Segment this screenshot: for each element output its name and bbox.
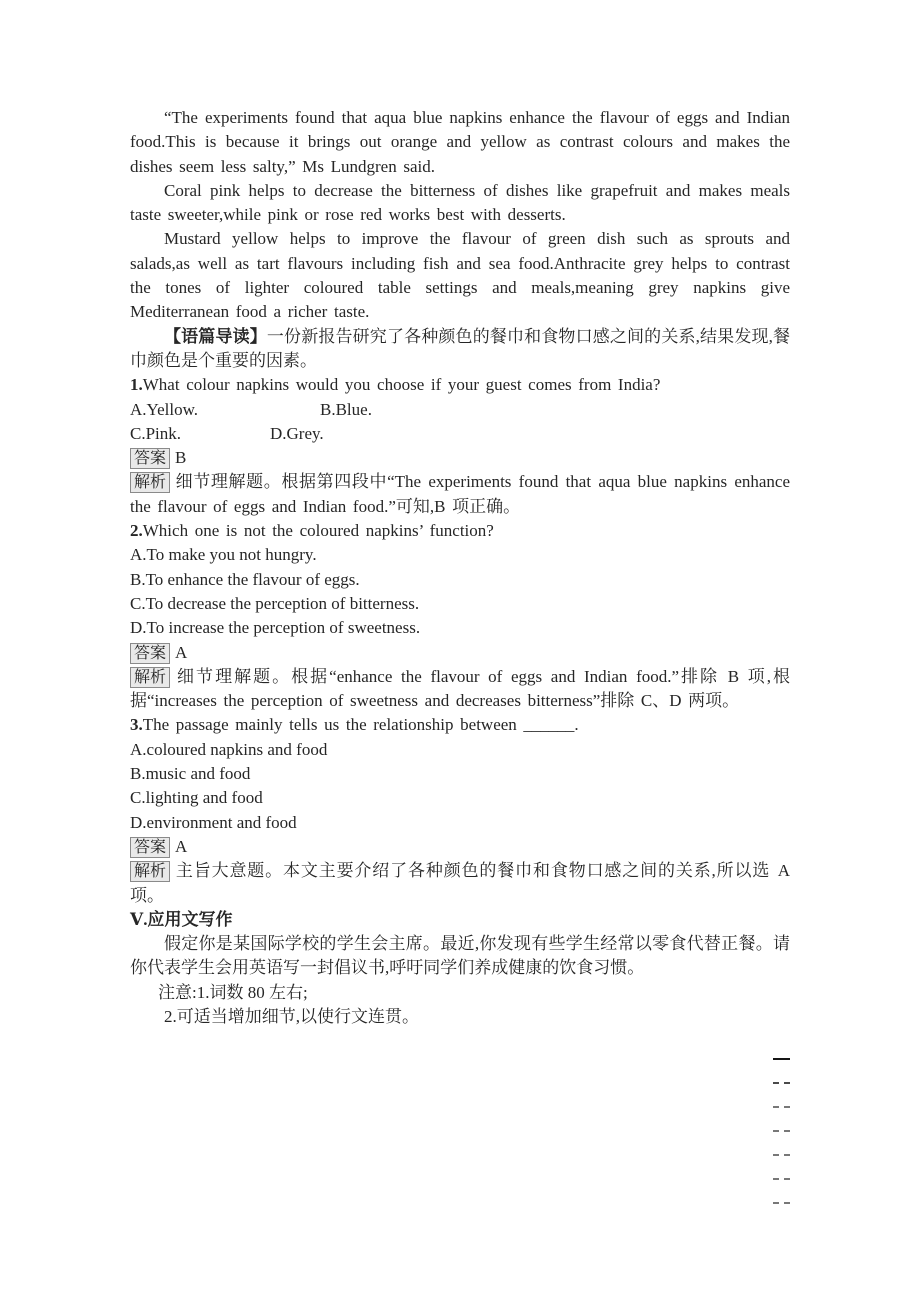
- guide-label: 【语篇导读】: [164, 326, 267, 346]
- passage-paragraph-1: “The experiments found that aqua blue napkins enhance the flavour of eggs and Indian food.This is because it brings out orange and yellow as contrast colours and makes the dishes seem less salty,” Ms Lundgren said.: [130, 108, 790, 176]
- writing-section-title: Ⅴ.应用文写作: [130, 909, 233, 929]
- option-3d: D.environment and food: [130, 812, 297, 832]
- option-3a: A.coloured napkins and food: [130, 739, 328, 759]
- writing-line: [773, 1082, 790, 1084]
- question-2-number: 2.: [130, 521, 143, 541]
- question-2-analysis-line: [130, 665, 790, 714]
- option-2c: C.To decrease the perception of bitterness.: [130, 593, 420, 613]
- option-2a: A.To make you not hungry.: [130, 545, 317, 565]
- analysis-tag: 解析: [130, 861, 170, 882]
- question-2-answer-line: [130, 641, 790, 665]
- question-3-analysis-line: [130, 859, 790, 908]
- writing-line: [773, 1130, 790, 1132]
- guide-text: 一份新报告研究了各种颜色的餐巾和食物口感之间的关系,结果发现,餐巾颜色是个重要的因素。: [130, 326, 791, 370]
- option-3b: B.music and food: [130, 764, 251, 784]
- analysis-tag: 解析: [130, 667, 170, 688]
- passage-paragraph-2: Coral pink helps to decrease the bitterness of dishes like grapefruit and makes meals taste sweeter,while pink or rose red works best with desserts.: [130, 180, 790, 225]
- answer-tag: 答案: [130, 643, 170, 664]
- question-3-number: 3.: [130, 715, 143, 735]
- writing-lines: [130, 1058, 790, 1204]
- question-1-analysis: 细节理解题。根据第四段中“The experiments found that aqua blue napkins enhance the flavour of eggs and Indian food.”可知,B 项正确。: [130, 472, 790, 516]
- option-1b: B.Blue.: [320, 399, 372, 419]
- option-2d: D.To increase the perception of sweetness.: [130, 618, 421, 638]
- passage-paragraph-3: Mustard yellow helps to improve the flavour of green dish such as sprouts and salads,as well as tart flavours including fish and sea food.Anthracite grey helps to contrast the tones of lighter coloured table settings and meals,meaning grey napkins give Mediterranean food a richer taste.: [130, 229, 790, 322]
- passage-guide: [130, 325, 790, 374]
- analysis-tag: 解析: [130, 472, 170, 493]
- option-1d: D.Grey.: [270, 423, 324, 443]
- question-2-answer: A: [175, 642, 188, 662]
- writing-note-1: 注意:1.词数 80 左右;: [158, 982, 308, 1002]
- question-1-stem: 1.What colour napkins would you choose if your guest comes from India?: [130, 375, 661, 395]
- worksheet-page: [130, 0, 790, 1204]
- question-3-stem: 3.The passage mainly tells us the relationship between ______.: [130, 715, 579, 735]
- question-3-answer: A: [175, 836, 188, 856]
- writing-line: [773, 1058, 790, 1060]
- question-3-answer-line: [130, 835, 790, 859]
- writing-line: [773, 1202, 790, 1204]
- question-1-options-row-1: [130, 398, 790, 422]
- question-1-number: 1.: [130, 375, 143, 395]
- question-3-analysis: 主旨大意题。本文主要介绍了各种颜色的餐巾和食物口感之间的关系,所以选 A 项。: [130, 861, 790, 905]
- question-1-analysis-line: [130, 470, 790, 519]
- question-1-answer-line: [130, 446, 790, 470]
- question-2-analysis: 细节理解题。根据“enhance the flavour of eggs and Indian food.”排除 B 项,根据“increases the perception of sweetness and decreases bitterness”排除 C、D 两项。: [130, 666, 790, 711]
- question-1-answer: B: [175, 448, 187, 468]
- option-1a: A.Yellow.: [130, 399, 199, 419]
- option-3c: C.lighting and food: [130, 788, 263, 808]
- writing-line: [773, 1106, 790, 1108]
- writing-line: [773, 1178, 790, 1180]
- answer-tag: 答案: [130, 448, 170, 469]
- question-2-stem: 2.Which one is not the coloured napkins’ function?: [130, 521, 494, 541]
- writing-line: [773, 1154, 790, 1156]
- question-1-options-row-2: [130, 422, 790, 446]
- option-1c: C.Pink.: [130, 423, 182, 443]
- option-2b: B.To enhance the flavour of eggs.: [130, 569, 360, 589]
- writing-note-2: 2.可适当增加细节,以使行文连贯。: [164, 1006, 419, 1026]
- writing-prompt: 假定你是某国际学校的学生会主席。最近,你发现有些学生经常以零食代替正餐。请你代表学生会用英语写一封倡议书,呼吁同学们养成健康的饮食习惯。: [130, 934, 790, 978]
- answer-tag: 答案: [130, 837, 170, 858]
